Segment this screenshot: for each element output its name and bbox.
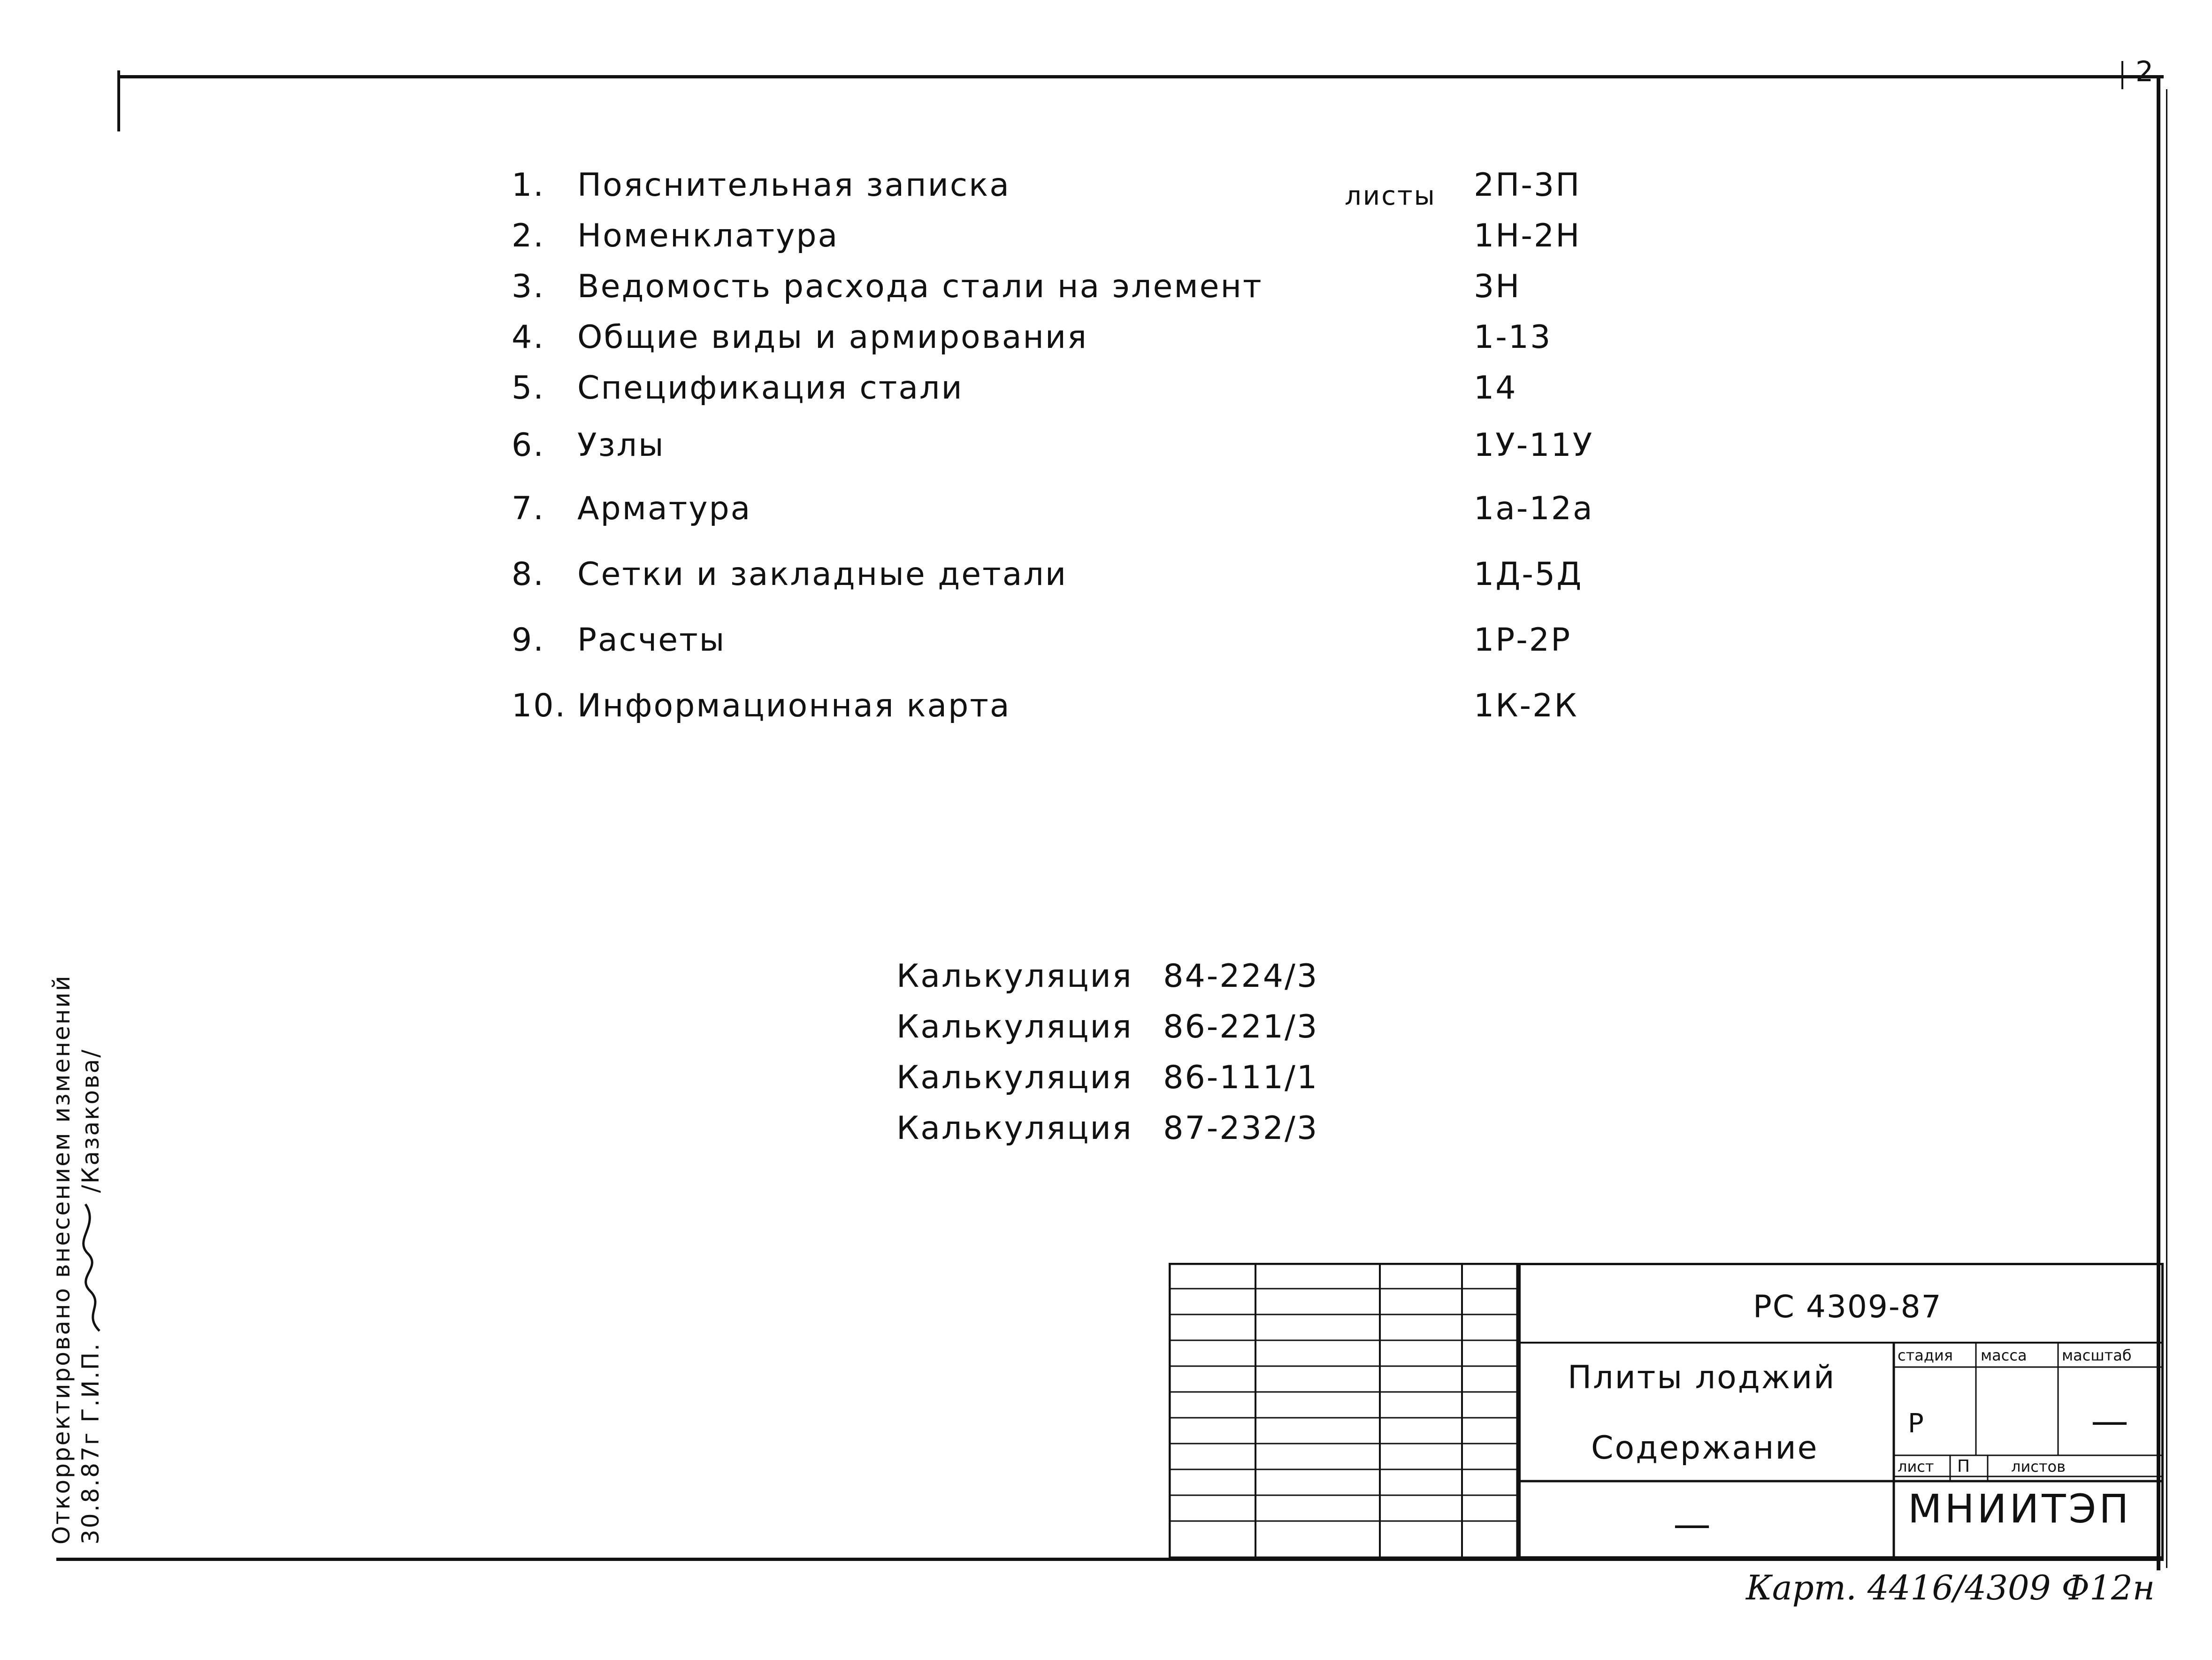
sheet-title: Содержание <box>1591 1429 1819 1467</box>
item-number: 1. <box>512 167 545 204</box>
item-title: Спецификация стали <box>577 369 964 407</box>
item-title: Узлы <box>577 427 665 464</box>
item-sheets: 3Н <box>1474 268 1521 305</box>
item-number: 6. <box>512 427 545 464</box>
item-title: Общие виды и армирования <box>577 319 1088 356</box>
item-number: 10. <box>512 687 567 724</box>
item-sheets: 1Д-5Д <box>1474 556 1583 593</box>
sheet-value: П <box>1957 1457 1970 1476</box>
item-title: Информационная карта <box>577 687 1011 724</box>
stage-value: Р <box>1908 1408 1924 1439</box>
calculation-item <box>896 1059 1318 1110</box>
item-title: Арматура <box>577 490 752 527</box>
correction-note <box>47 975 107 1545</box>
item-number: 2. <box>512 217 545 254</box>
class-header: масса <box>1981 1346 2027 1364</box>
item-sheets: 14 <box>1474 369 1517 407</box>
contents-item <box>512 490 1638 556</box>
empty-dash: — <box>1673 1502 1711 1546</box>
frame-left-mark <box>117 70 120 131</box>
sheets-count-header: листов <box>2011 1458 2066 1476</box>
correction-date-gip: 30.8.87г Г.И.П. <box>77 1342 104 1545</box>
item-sheets: 1-13 <box>1474 319 1552 356</box>
calculation-label: Калькуляция <box>896 1059 1133 1096</box>
item-sheets: 1а-12а <box>1474 490 1594 527</box>
item-number: 9. <box>512 622 545 659</box>
contents-item <box>512 319 1638 369</box>
contents-item <box>512 427 1638 490</box>
stage-header: стадия <box>1898 1346 1953 1364</box>
title-block-grid <box>1169 1263 1518 1559</box>
sheet-number: 2 <box>2135 55 2154 88</box>
signature-icon <box>78 1202 107 1333</box>
title-block <box>1518 1263 2164 1559</box>
contents-item <box>512 167 1638 217</box>
calculations-list <box>896 958 1318 1160</box>
item-title: Пояснительная записка <box>577 167 1010 204</box>
calculation-item <box>896 1008 1318 1059</box>
archive-note: Карт. 4416/4309 Ф12н <box>1746 1568 2155 1607</box>
frame-top-line <box>117 75 2164 78</box>
sheets-column-label: листы <box>1345 181 1436 211</box>
contents-item <box>512 369 1638 427</box>
project-name: Плиты лоджий <box>1568 1359 1836 1396</box>
calculation-number: 87-232/3 <box>1163 1110 1319 1147</box>
organization-name: МНИИТЭП <box>1908 1486 2132 1532</box>
contents-item <box>512 268 1638 319</box>
frame-inner-right-line <box>2166 89 2167 1568</box>
item-number: 4. <box>512 319 545 356</box>
scale-value: — <box>2091 1399 2128 1443</box>
item-number: 8. <box>512 556 545 593</box>
calculation-label: Калькуляция <box>896 958 1133 995</box>
contents-item <box>512 217 1638 268</box>
correction-note-signature-line <box>76 975 107 1545</box>
item-sheets: 1У-11У <box>1474 427 1594 464</box>
item-number: 7. <box>512 490 545 527</box>
sheet-header: лист <box>1898 1458 1934 1476</box>
item-sheets: 2П-3П <box>1474 167 1581 204</box>
contents-item <box>512 622 1638 687</box>
calculation-item <box>896 958 1318 1008</box>
contents-list <box>512 167 1638 738</box>
correction-note-line: Откорректировано внесением изменений <box>48 974 75 1545</box>
item-number: 3. <box>512 268 545 305</box>
item-sheets: 1К-2К <box>1474 687 1578 724</box>
calculation-item <box>896 1110 1318 1160</box>
item-title: Расчеты <box>577 622 726 659</box>
item-title: Ведомость расхода стали на элемент <box>577 268 1263 305</box>
item-title: Номенклатура <box>577 217 839 254</box>
item-title: Сетки и закладные детали <box>577 556 1068 593</box>
grid-lines <box>1169 1263 1518 1559</box>
calculation-number: 86-111/1 <box>1163 1059 1319 1096</box>
calculation-number: 84-224/3 <box>1163 958 1319 995</box>
calculation-number: 86-221/3 <box>1163 1008 1319 1045</box>
sheet-number-box <box>2121 61 2123 89</box>
item-sheets: 1Н-2Н <box>1474 217 1581 254</box>
scale-header: масштаб <box>2062 1346 2132 1364</box>
calculation-label: Калькуляция <box>896 1110 1133 1147</box>
contents-item <box>512 556 1638 622</box>
document-code: РС 4309-87 <box>1753 1289 1942 1325</box>
item-sheets: 1Р-2Р <box>1474 622 1572 659</box>
correction-author: /Казакова/ <box>77 1048 104 1193</box>
contents-item <box>512 687 1638 738</box>
item-number: 5. <box>512 369 545 407</box>
calculation-label: Калькуляция <box>896 1008 1133 1045</box>
